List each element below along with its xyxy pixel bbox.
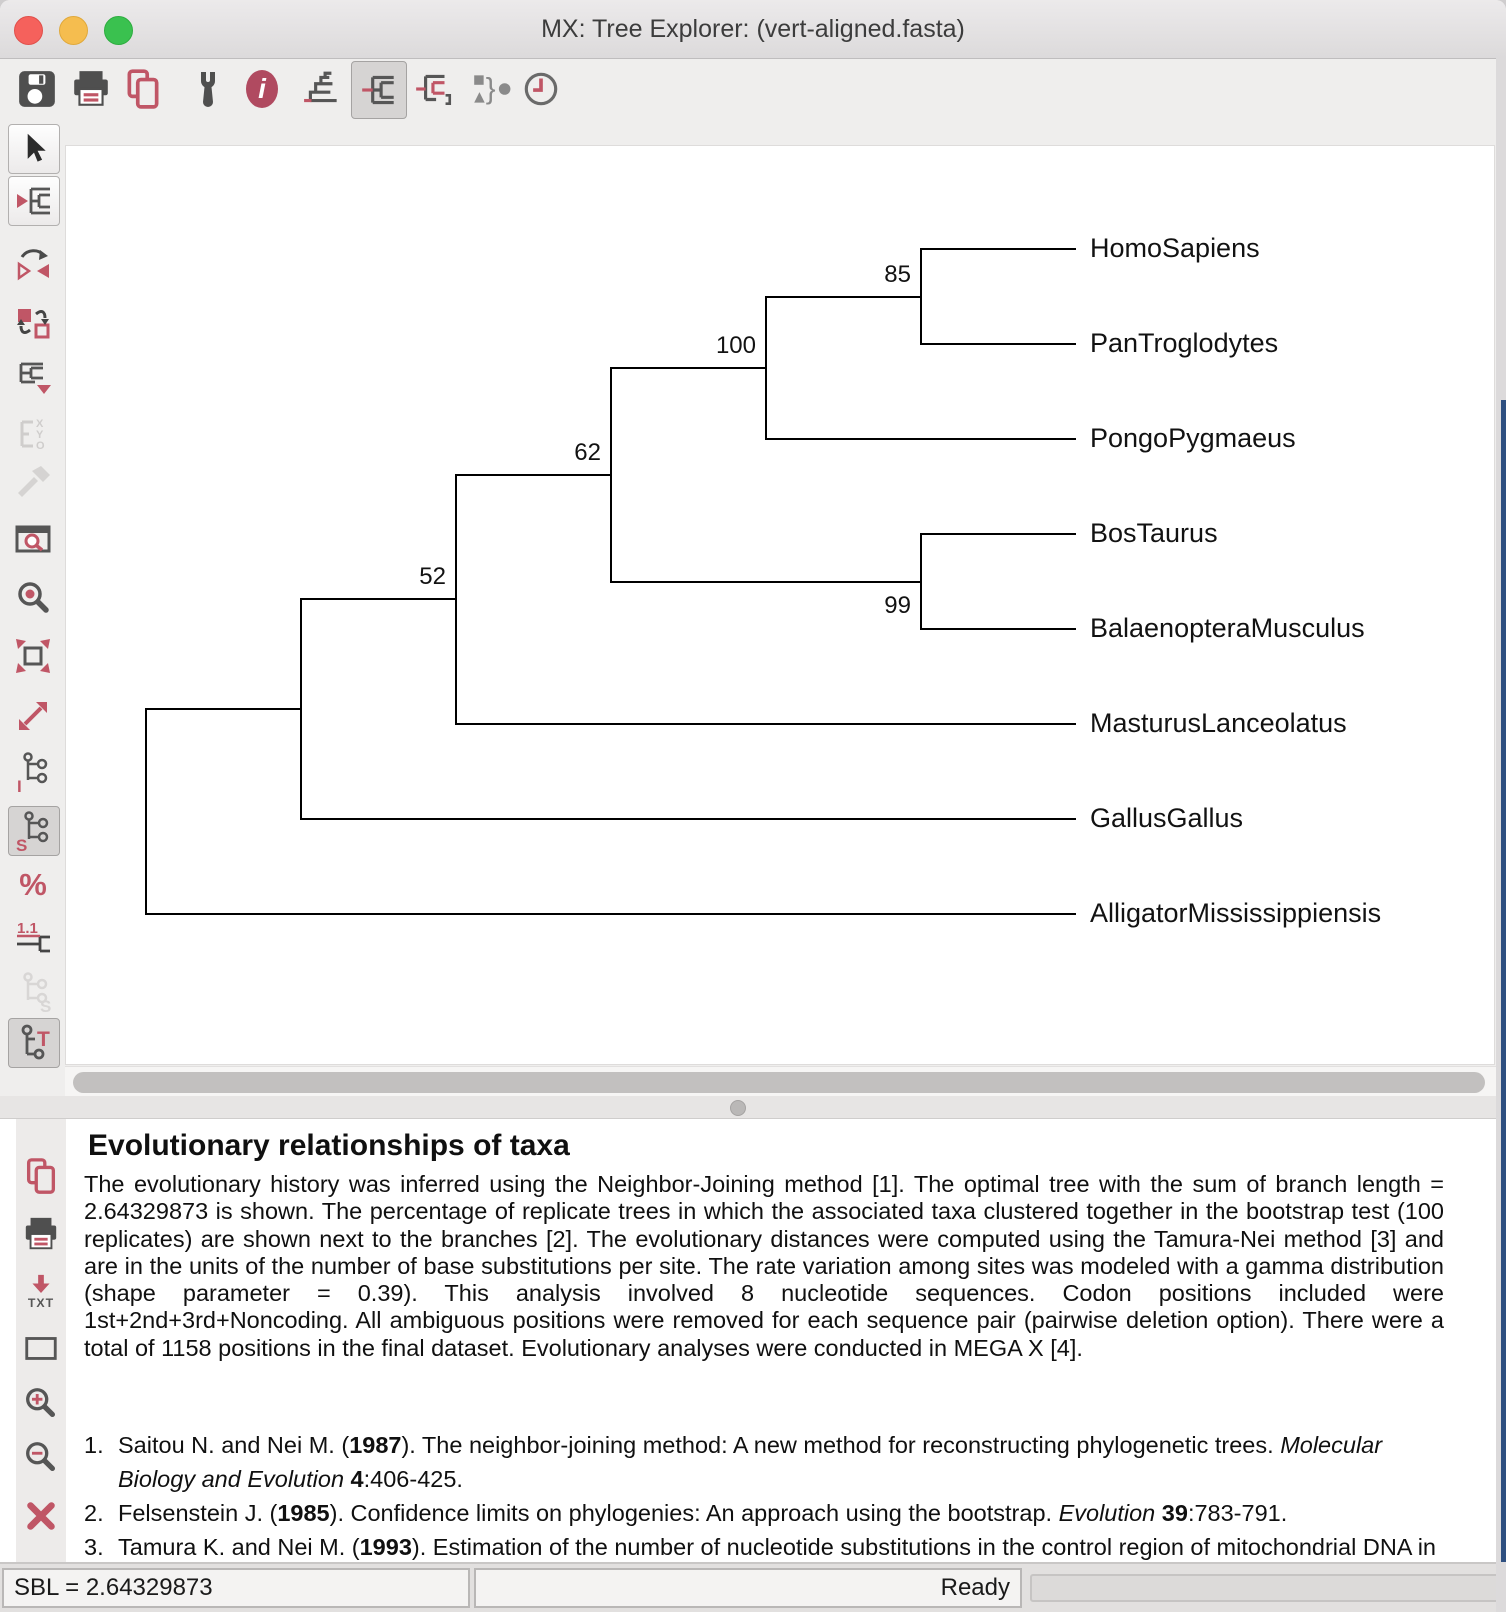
bootstrap-value: 85 [884, 260, 911, 288]
flip-subtree-icon [13, 244, 53, 284]
bootstrap-value: 99 [884, 591, 911, 619]
tree-branch[interactable] [766, 296, 921, 298]
tree-branch[interactable] [611, 367, 766, 369]
caption-print-button[interactable] [18, 1211, 64, 1257]
fit-to-view-icon [13, 636, 53, 676]
status-bar [0, 1562, 1506, 1612]
status-ready: Ready [474, 1568, 1022, 1608]
svg-text:I: I [17, 777, 22, 794]
bootstrap-value: 52 [419, 563, 446, 591]
consensus-button[interactable] [464, 61, 518, 117]
reference-text: Saitou N. and Nei M. (1987). The neighbor-joining method: A new method for reconstructing phylogenetic trees. Molecular Biology and Evolution 4:406-425. [118, 1432, 1383, 1493]
caption-zoom-in-button[interactable] [18, 1381, 64, 1427]
svg-text:}: } [485, 72, 496, 106]
copy-icon [122, 68, 164, 110]
tree-branch[interactable] [921, 248, 1076, 250]
sequence-names-disabled-button[interactable] [8, 968, 58, 1016]
caption-close-button[interactable] [18, 1493, 64, 1539]
svg-text:O: O [36, 440, 45, 452]
zoom-in-icon [22, 1385, 60, 1423]
tree-branch[interactable] [455, 474, 457, 725]
caption-body-text: The evolutionary history was inferred using the Neighbor-Joining method [1]. The optimal tree with the sum of branch length = 2.64329873 is shown. The percentage of replicate trees in which the associated taxa clustered together in the bootstrap test (100 replicates) are shown next to the branches [2]. The evolutionary distances were computed using the Tamura-Nei method [3] and are in the units of the number of base substitutions per site. The rate variation among sites was modeled with a gamma distribution (shape parameter = 0.39). This analysis involved 8 nucleotide sequences. Codon positions included were 1st+2nd+3rd+Noncoding. All ambiguous positions were removed for each sequence pair (pairwise deletion option). There were a total of 1158 positions in the final dataset. Evolutionary analyses were conducted in MEGA X [4]. [84, 1171, 1444, 1361]
sequence-names-icon [13, 809, 55, 853]
tree-branch[interactable] [456, 723, 1076, 725]
sequence-names-disabled-icon [12, 970, 54, 1014]
splitter-handle[interactable] [730, 1100, 746, 1116]
zoom-button[interactable] [8, 574, 58, 622]
tree-style-slanted-icon [302, 68, 344, 110]
hammer-icon [13, 462, 53, 502]
resize-xyo-icon [13, 414, 53, 454]
tree-style-slanted-button[interactable] [296, 61, 350, 117]
reference-item [84, 1496, 1444, 1530]
tree-branch[interactable] [921, 343, 1076, 345]
hammer-button[interactable] [8, 458, 58, 506]
reference-number: 1. [84, 1432, 104, 1459]
tree-branch[interactable] [920, 533, 922, 630]
resize-xyo-button[interactable] [8, 410, 58, 458]
taxon-label[interactable]: GallusGallus [1090, 803, 1244, 833]
svg-text:T: T [37, 1028, 50, 1051]
tree-branch[interactable] [921, 628, 1076, 630]
reference-text: Felsenstein J. (1985). Confidence limits on phylogenies: An approach using the bootstrap. Evolution 39:783-791. [118, 1500, 1288, 1527]
percent-button[interactable] [8, 862, 58, 906]
taxon-names-icon [13, 1021, 55, 1065]
horizontal-scrollbar[interactable] [65, 1066, 1496, 1097]
tree-branch[interactable] [456, 474, 611, 476]
svg-text:1.1: 1.1 [17, 920, 38, 937]
caption-heading: Evolutionary relationships of taxa [88, 1129, 570, 1162]
status-progress-track [1030, 1574, 1500, 1602]
tree-style-condensed-icon [413, 68, 455, 110]
print-icon [70, 68, 112, 110]
reference-text: Tamura K. and Nei M. (1993). Estimation of the number of nucleotide substitutions in the control region of mitochondrial DNA in [118, 1534, 1436, 1561]
bootstrap-value: 62 [574, 438, 601, 466]
taxon-label[interactable]: PanTroglodytes [1090, 328, 1279, 358]
zoom-out-icon [22, 1439, 60, 1477]
caption-zoom-out-button[interactable] [18, 1435, 64, 1481]
compress-subtree-button[interactable] [8, 354, 58, 402]
taxon-label[interactable]: MasturusLanceolatus [1090, 708, 1347, 738]
taxon-label[interactable]: HomoSapiens [1090, 233, 1260, 263]
save-icon [16, 68, 58, 110]
tree-branch[interactable] [921, 533, 1076, 535]
zoom-icon [13, 578, 53, 618]
tree-canvas[interactable] [65, 145, 1495, 1065]
svg-text:S: S [16, 836, 28, 853]
tree-branch[interactable] [145, 708, 147, 915]
consensus-shapes-icon [470, 68, 512, 110]
tree-branch[interactable] [301, 818, 1076, 820]
resize-diagonal-button[interactable] [8, 692, 58, 740]
tree-style-condensed-button[interactable] [407, 61, 461, 117]
select-cursor-icon [16, 131, 52, 167]
node-info-button[interactable] [8, 748, 58, 796]
svg-text:X: X [36, 418, 44, 430]
copy-image-button[interactable] [116, 61, 170, 117]
tree-branch[interactable] [766, 438, 1076, 440]
window-title: MX: Tree Explorer: (vert-aligned.fasta) [541, 15, 965, 43]
tree-branch[interactable] [765, 296, 767, 441]
tree-branch[interactable] [146, 913, 1076, 915]
select-cursor-button[interactable] [8, 124, 60, 174]
branch-lengths-button[interactable] [8, 914, 58, 962]
caption-select-rectangle-button[interactable] [18, 1325, 64, 1371]
sequence-names-button[interactable] [8, 806, 60, 856]
reference-item [84, 1428, 1444, 1496]
svg-text:TXT: TXT [27, 1296, 55, 1311]
timetree-clock-icon [520, 68, 562, 110]
status-sbl: SBL = 2.64329873 [2, 1568, 470, 1608]
bootstrap-value: 100 [715, 331, 756, 359]
caption-content [84, 1127, 1444, 1563]
reference-number: 3. [84, 1534, 104, 1561]
swap-subtree-icon [13, 302, 53, 342]
tree-branch[interactable] [146, 708, 301, 710]
tree-branch[interactable] [920, 248, 922, 345]
reference-list [84, 1428, 1444, 1563]
reference-number: 2. [84, 1500, 104, 1527]
find-taxon-icon [13, 520, 53, 560]
compress-subtree-icon [13, 358, 53, 398]
percent-icon [13, 864, 53, 904]
tree-branch[interactable] [610, 367, 612, 583]
fit-to-view-button[interactable] [8, 632, 58, 680]
svg-text:%: % [19, 867, 47, 902]
caption-copy-button[interactable] [18, 1153, 64, 1199]
resize-diagonal-icon [13, 696, 53, 736]
place-root-button[interactable] [8, 176, 60, 226]
panel-splitter[interactable] [0, 1096, 1496, 1118]
horizontal-scrollbar-thumb[interactable] [73, 1072, 1485, 1093]
caption-panel [0, 1118, 1496, 1563]
info-button[interactable] [236, 61, 290, 117]
options-wrench-icon [188, 69, 228, 109]
swap-subtree-button[interactable] [8, 298, 58, 346]
save-button[interactable] [10, 61, 64, 117]
background-window-sliver [1501, 400, 1506, 1562]
caption-export-txt-button[interactable] [18, 1269, 64, 1315]
branch-lengths-icon [13, 918, 53, 958]
export-txt-icon [22, 1273, 60, 1311]
taxon-label[interactable]: BosTaurus [1090, 518, 1218, 548]
info-icon [243, 68, 283, 110]
flip-subtree-button[interactable] [8, 240, 58, 288]
svg-text:i: i [258, 73, 266, 104]
reference-item [84, 1530, 1444, 1563]
tree-branch[interactable] [611, 581, 921, 583]
print-button[interactable] [64, 61, 118, 117]
title-bar [0, 0, 1506, 59]
options-button[interactable] [181, 61, 235, 117]
tree-style-rectangular-icon [358, 69, 400, 111]
copy-icon [22, 1157, 60, 1195]
tree-branch[interactable] [301, 598, 456, 600]
caption-toolbar [16, 1119, 66, 1563]
print-icon [22, 1215, 60, 1253]
close-icon [22, 1497, 60, 1535]
timetree-button[interactable] [514, 61, 568, 117]
taxon-label[interactable]: AlligatorMississippiensis [1090, 898, 1382, 928]
svg-text:Y: Y [36, 429, 44, 441]
select-rectangle-icon [22, 1329, 60, 1367]
find-taxon-button[interactable] [8, 516, 58, 564]
svg-text:S: S [40, 997, 52, 1014]
taxon-label[interactable]: PongoPygmaeus [1090, 423, 1296, 453]
taxon-names-button[interactable] [8, 1018, 60, 1068]
tree-style-rectangular-button[interactable] [351, 61, 407, 119]
place-root-icon [14, 181, 54, 221]
node-info-icon [12, 750, 54, 794]
taxon-label[interactable]: BalaenopteraMusculus [1090, 613, 1365, 643]
tree-branch[interactable] [300, 598, 302, 820]
